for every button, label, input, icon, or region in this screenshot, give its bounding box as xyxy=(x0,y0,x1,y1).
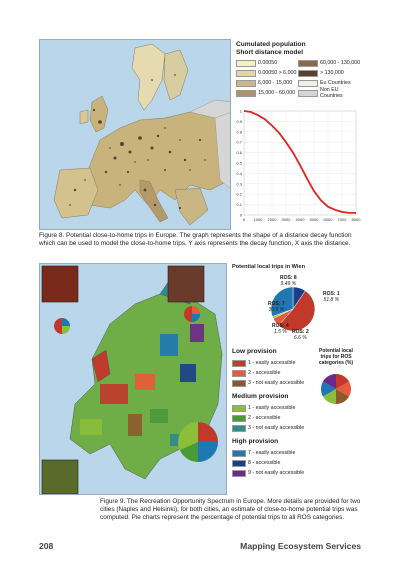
legend-swatch xyxy=(298,90,318,97)
x-tick-label: 4000 xyxy=(295,217,305,222)
y-tick-label: 1 xyxy=(239,108,242,114)
y-tick-label: 0.2 xyxy=(236,191,242,197)
figure-9 xyxy=(39,263,361,495)
legend-swatch xyxy=(298,80,318,87)
ros-category-pie xyxy=(320,373,352,405)
legend-swatch xyxy=(232,360,246,367)
legend-group-medium: Medium provision xyxy=(232,393,289,400)
legend-swatch xyxy=(236,80,256,87)
legend-item: Non EU Countries xyxy=(298,89,361,97)
legend-item: Eu Countries xyxy=(298,79,351,87)
x-tick-label: 2000 xyxy=(267,217,277,222)
ros-map-graphic xyxy=(40,264,227,495)
y-tick-label: 0.4 xyxy=(236,170,242,176)
legend-item: 1 - easily accessible xyxy=(232,404,295,412)
y-tick-label: 0.1 xyxy=(236,202,242,208)
legend-item: 6,000 - 15,000 xyxy=(236,79,292,87)
small-pie-naples xyxy=(54,318,70,334)
potential-categories-label: Potential local trips for ROS categories (%) xyxy=(318,348,354,366)
legend-swatch xyxy=(236,70,256,77)
pie-label-ros-1: ROS: 1 51.8 % xyxy=(323,291,340,303)
legend-item: 9 - not easily accessible xyxy=(232,469,304,477)
europe-population-map xyxy=(39,39,231,230)
legend-swatch xyxy=(232,450,246,457)
figure-8 xyxy=(39,39,361,230)
legend-swatch xyxy=(232,380,246,387)
legend-swatch xyxy=(232,425,246,432)
europe-map-graphic xyxy=(40,40,231,230)
pie-label-ros-7: ROS: 7 30.5 % xyxy=(268,301,285,313)
x-tick-label: 5000 xyxy=(309,217,319,222)
y-tick-label: 0.3 xyxy=(236,181,242,187)
y-tick-label: 0.9 xyxy=(236,118,242,124)
legend-group-high: High provision xyxy=(232,438,279,445)
pie-label-ros-8: ROS: 8 9.49 % xyxy=(280,275,297,287)
legend-item: 1 - easily accessible xyxy=(232,359,295,367)
page-footer xyxy=(39,541,361,555)
legend-swatch xyxy=(232,470,246,477)
ros-legend xyxy=(228,263,361,495)
y-tick-label: 0 xyxy=(239,212,242,218)
legend-swatch xyxy=(236,90,256,97)
legend-item: 0.00050 > 6,000 xyxy=(236,69,296,77)
x-tick-label: 3000 xyxy=(281,217,291,222)
y-tick-label: 0.8 xyxy=(236,129,242,135)
large-pie-europe xyxy=(178,422,218,462)
y-tick-label: 0.6 xyxy=(236,150,242,156)
legend-item: 2 - accessible xyxy=(232,414,280,422)
legend-item: 15,000 - 60,000 xyxy=(236,89,295,97)
book-title: Mapping Ecosystem Services xyxy=(240,541,361,551)
figure-9-caption: Figure 9. The Recreation Opportunity Spectrum in Europe. More details are provided for two cities (Naples and Helsinki); for both cities, an estimate of close-to-home potential trips was computed. Pie charts represent the percentage of potential trips to all ROS categories. xyxy=(100,498,361,521)
x-tick-label: 8000 xyxy=(351,217,361,222)
legend-item: 2 - accessible xyxy=(232,369,280,377)
legend-item: 8 - accessible xyxy=(232,459,280,467)
legend-item: 7 - easily accessible xyxy=(232,449,295,457)
wien-pie-title: Potential local trips in Wien xyxy=(232,264,305,270)
x-tick-label: 0 xyxy=(242,217,246,222)
x-tick-label: 6000 xyxy=(323,217,333,222)
legend-group-low: Low provision xyxy=(232,348,277,355)
legend-swatch xyxy=(298,60,318,67)
legend-swatch xyxy=(232,415,246,422)
legend-item: 0.00050 xyxy=(236,59,277,67)
pie-label-ros-2: ROS: 2 6.6 % xyxy=(292,329,309,341)
legend-item: 3 - not easily accessible xyxy=(232,379,304,387)
pie-label-ros-4: ROS: 4 1.5 % xyxy=(272,323,289,335)
legend-item: 3 - not easily accessible xyxy=(232,424,304,432)
page-number: 208 xyxy=(39,541,54,551)
y-tick-label: 0.7 xyxy=(236,139,242,145)
legend-swatch xyxy=(232,405,246,412)
small-pie-helsinki xyxy=(184,306,200,322)
legend-item: 60,000 - 130,000 xyxy=(298,59,360,67)
distance-decay-chart xyxy=(232,105,361,230)
legend-swatch xyxy=(232,460,246,467)
legend-swatch xyxy=(298,70,318,77)
x-tick-label: 1000 xyxy=(253,217,263,222)
y-tick-label: 0.5 xyxy=(236,160,242,166)
legend-swatch xyxy=(236,60,256,67)
figure-8-caption: Figure 8. Potential close-to-home trips in Europe. The graph represents the shape of a distance decay function which can be used to model the close-to-home trips. Y axis represents the decay function, X axis the distance. xyxy=(39,232,352,247)
population-legend xyxy=(232,39,361,230)
legend-title: Cumulated population Short distance model xyxy=(236,41,306,56)
legend-swatch xyxy=(232,370,246,377)
legend-item: > 130,000 xyxy=(298,69,344,77)
europe-ros-map xyxy=(39,263,227,495)
x-tick-label: 7000 xyxy=(337,217,347,222)
